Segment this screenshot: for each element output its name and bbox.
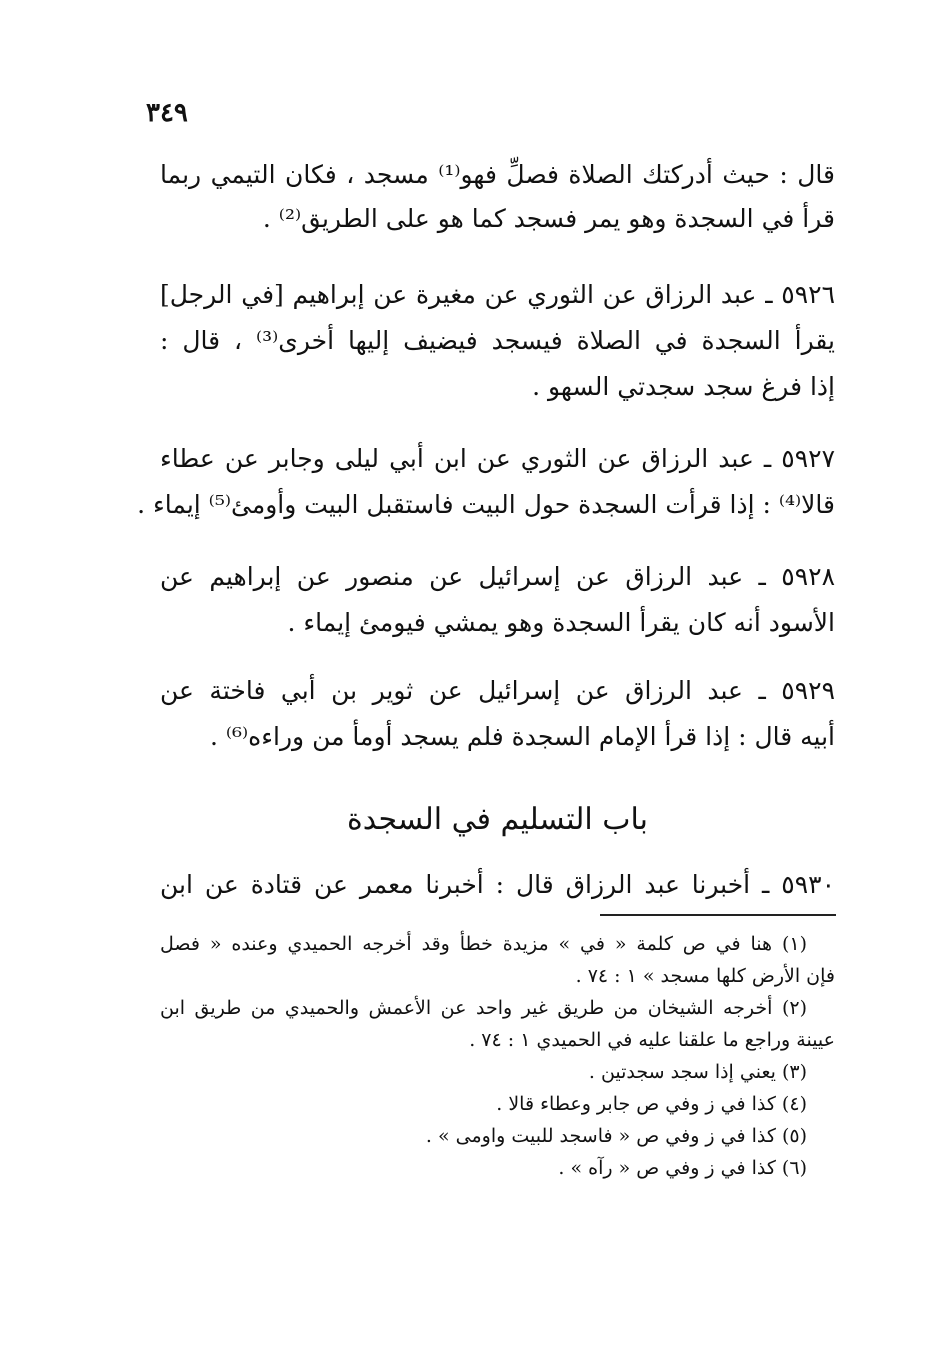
- text-line: قالا⁽⁴⁾ : إذا قرأت السجدة حول البيت فاستقبل البيت وأومئ⁽⁵⁾ إيماء .: [137, 490, 835, 519]
- footnote-line: فإن الأرض كلها مسجد » ١ : ٧٤ .: [575, 965, 835, 987]
- hadith-5929: [160, 676, 835, 752]
- text-line: قال : حيث أدركتك الصلاة فصلِّ فهو⁽¹⁾ مسجد ، فكان التيمي ربما: [160, 160, 835, 189]
- footnote-line: (٣) يعني إذا سجد سجدتين .: [588, 1061, 807, 1083]
- footnote-line: (٦) كذا في ز وفي ص « رآه » .: [558, 1157, 807, 1179]
- footnote-line: عيينة وراجع ما علقنا عليه في الحميدي ١ : ٧٤ .: [469, 1029, 835, 1051]
- footnote-line: (٤) كذا في ز وفي ص جابر وعطاء قالا .: [496, 1093, 807, 1115]
- chapter-heading: باب التسليم في السجدة: [347, 802, 648, 837]
- text-line: الأسود أنه كان يقرأ السجدة وهو يمشي فيومئ إيماء .: [287, 608, 835, 637]
- text-line: إذا فرغ سجد سجدتي السهو .: [532, 372, 835, 401]
- footnote-separator: [600, 914, 836, 916]
- intro-paragraph: [160, 160, 835, 234]
- text-line: ٥٩٢٦ ـ عبد الرزاق عن الثوري عن مغيرة عن إبراهيم [في الرجل]: [160, 280, 835, 309]
- hadith-5926: [160, 280, 835, 402]
- footnotes: [160, 932, 835, 1180]
- hadith-5928: [160, 562, 835, 638]
- hadith-5927: [137, 444, 835, 520]
- page-number: ٣٤٩: [146, 98, 188, 128]
- text-line: ٥٩٣٠ ـ أخبرنا عبد الرزاق قال : أخبرنا معمر عن قتادة عن ابن: [160, 870, 835, 899]
- text-line: ٥٩٢٧ ـ عبد الرزاق عن الثوري عن ابن أبي ليلى وجابر عن عطاء: [160, 444, 835, 473]
- footnote-line: (١) هنا في ص كلمة « في » مزيدة خطأ وقد أخرجه الحميدي وعنده « فصل: [160, 933, 807, 955]
- text-line: قرأ في السجدة وهو يمر فسجد كما هو على الطريق⁽²⁾ .: [262, 204, 835, 233]
- text-line: ٥٩٢٨ ـ عبد الرزاق عن إسرائيل عن منصور عن إبراهيم عن: [160, 562, 835, 591]
- text-line: ٥٩٢٩ ـ عبد الرزاق عن إسرائيل عن ثوير بن أبي فاختة عن: [160, 676, 835, 705]
- footnote-line: (٢) أخرجه الشيخان من طريق غير واحد عن الأعمش والحميدي من طريق ابن: [160, 997, 807, 1019]
- footnote-line: (٥) كذا في ز وفي ص « فاسجد للبيت واومى » .: [425, 1125, 807, 1147]
- text-line: أبيه قال : إذا قرأ الإمام السجدة فلم يسجد أومأ من وراءه⁽⁶⁾ .: [209, 722, 835, 751]
- text-line: يقرأ السجدة في الصلاة فيسجد فيضيف إليها أخرى⁽³⁾ ، قال :: [160, 326, 835, 355]
- hadith-5930: [160, 870, 835, 900]
